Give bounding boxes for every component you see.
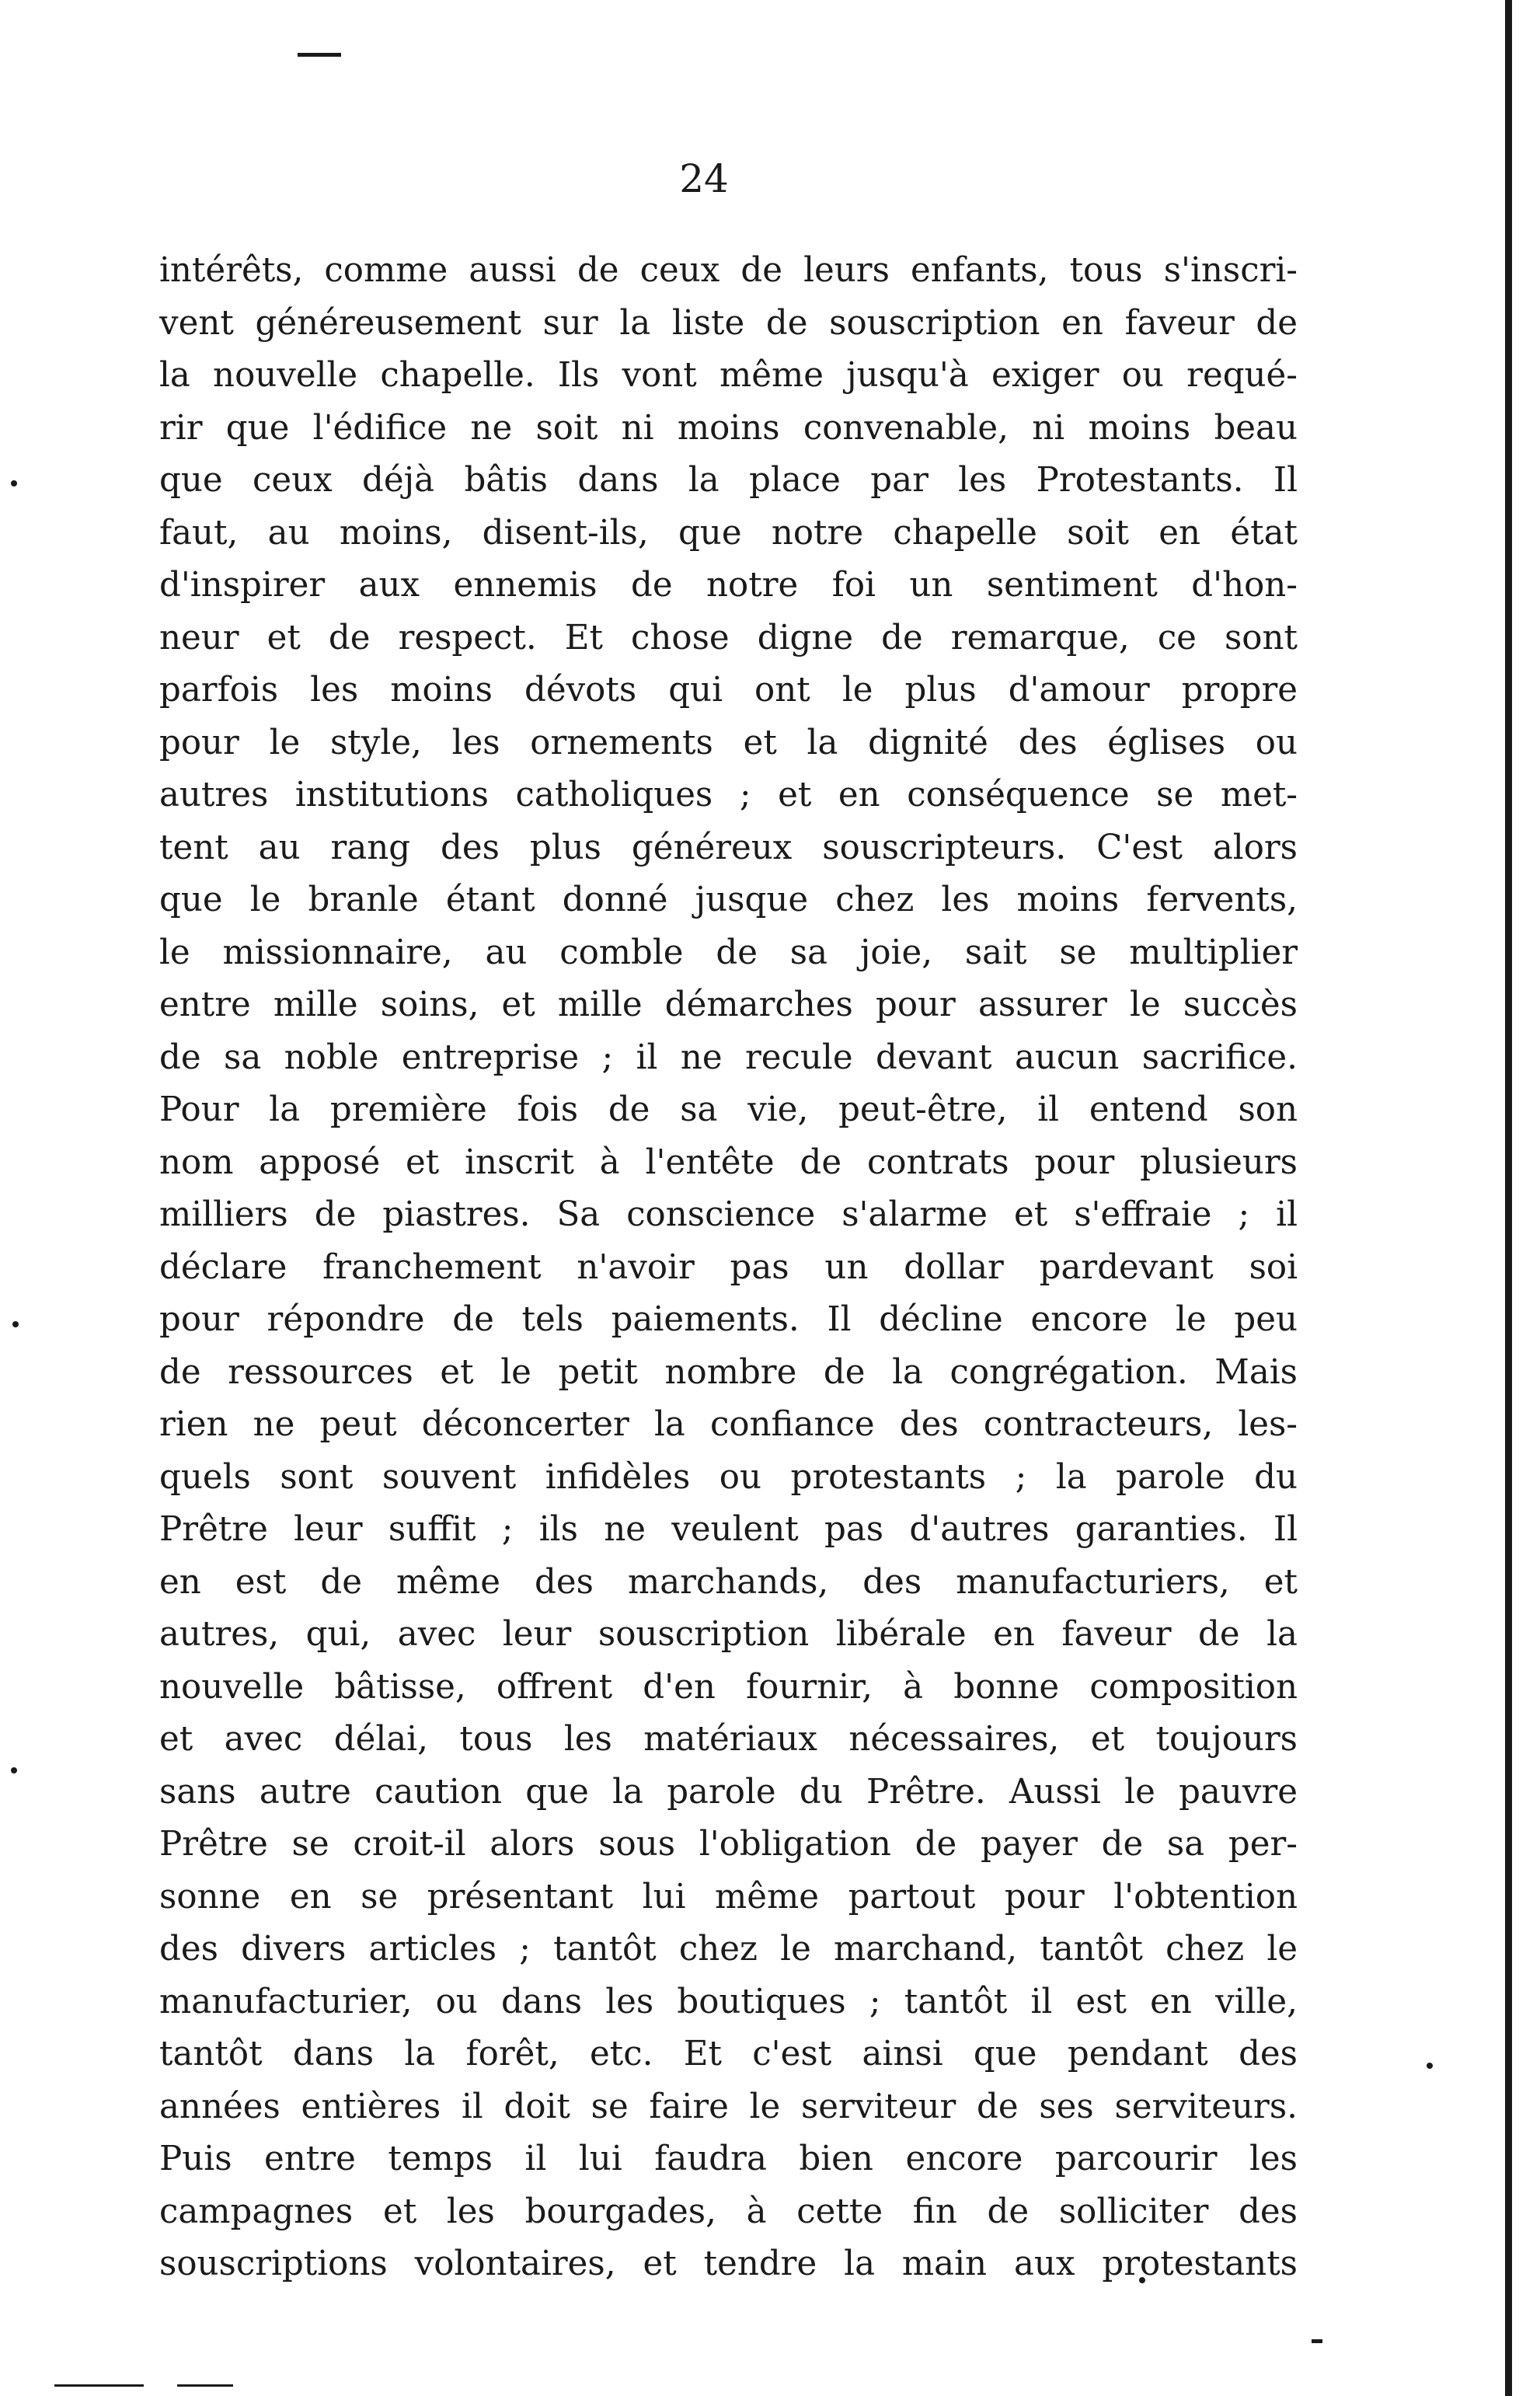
text-line: de sa noble entreprise ; il ne recule devant aucun sacrifice. xyxy=(159,1038,1298,1077)
text-line: neur et de respect. Et chose digne de remarque, ce sont xyxy=(159,618,1298,657)
text-line: tantôt dans la forêt, etc. Et c'est ainsi que pendant des xyxy=(159,2035,1298,2073)
scan-speck xyxy=(12,1321,19,1327)
scan-right-border xyxy=(1505,0,1512,2396)
bottom-left-rule xyxy=(54,2384,144,2387)
text-line: Pour la première fois de sa vie, peut-être, il entend son xyxy=(159,1090,1298,1129)
text-line: quels sont souvent infidèles ou protestants ; la parole du xyxy=(159,1457,1298,1497)
text-line: que le branle étant donné jusque chez les moins fervents, xyxy=(159,881,1298,919)
text-line: nom apposé et inscrit à l'entête de contrats pour plusieurs xyxy=(159,1142,1298,1182)
text-line: entre mille soins, et mille démarches pour assurer le succès xyxy=(159,985,1298,1024)
text-line: que ceux déjà bâtis dans la place par les Protestants. Il xyxy=(159,461,1298,500)
text-line: Prêtre leur suffit ; ils ne veulent pas d'autres garanties. Il xyxy=(159,1510,1298,1549)
text-line: la nouvelle chapelle. Ils vont même jusqu'à exiger ou requé- xyxy=(159,356,1298,395)
text-line: intérêts, comme aussi de ceux de leurs enfants, tous s'inscri- xyxy=(159,251,1298,290)
text-line: campagnes et les bourgades, à cette fin de solliciter des xyxy=(159,2192,1298,2231)
text-line: d'inspirer aux ennemis de notre foi un sentiment d'hon- xyxy=(159,566,1298,605)
text-line: autres institutions catholiques ; et en conséquence se met- xyxy=(159,776,1298,814)
text-line: pour le style, les ornements et la dignité des églises ou xyxy=(159,723,1298,762)
text-line: parfois les moins dévots qui ont le plus d'amour propre xyxy=(159,671,1298,710)
top-dash-mark xyxy=(298,53,341,57)
text-line: le missionnaire, au comble de sa joie, sait se multiplier xyxy=(159,933,1298,972)
text-line: Puis entre temps il lui faudra bien encore parcourir les xyxy=(159,2140,1298,2178)
text-line: faut, au moins, disent-ils, que notre chapelle soit en état xyxy=(159,513,1298,553)
text-line: années entières il doit se faire le serviteur de ses serviteurs. xyxy=(159,2087,1298,2126)
text-line: manufacturier, ou dans les boutiques ; tantôt il est en ville, xyxy=(159,1982,1298,2021)
text-line: rien ne peut déconcerter la confiance des contracteurs, les- xyxy=(159,1405,1298,1444)
text-line: des divers articles ; tantôt chez le marchand, tantôt chez le xyxy=(159,1930,1298,1969)
page-number: 24 xyxy=(679,156,729,201)
scan-speck xyxy=(11,1767,17,1773)
text-line: de ressources et le petit nombre de la congrégation. Mais xyxy=(159,1352,1298,1392)
text-line: sans autre caution que la parole du Prêtre. Aussi le pauvre xyxy=(159,1772,1298,1812)
text-line: sonne en se présentant lui même partout pour l'obtention xyxy=(159,1877,1298,1916)
body-text xyxy=(159,245,1298,2291)
text-line: en est de même des marchands, des manufacturiers, et xyxy=(159,1562,1298,1602)
text-line: Prêtre se croit-il alors sous l'obligation de payer de sa per- xyxy=(159,1825,1298,1864)
bottom-right-dash-mark xyxy=(1312,2339,1322,2343)
text-line: autres, qui, avec leur souscription libérale en faveur de la xyxy=(159,1615,1298,1654)
scan-speck xyxy=(11,480,17,487)
text-line: déclare franchement n'avoir pas un dollar pardevant soi xyxy=(159,1247,1298,1287)
text-line: nouvelle bâtisse, offrent d'en fournir, à bonne composition xyxy=(159,1667,1298,1707)
text-line: vent généreusement sur la liste de souscription en faveur de xyxy=(159,303,1298,343)
text-line: tent au rang des plus généreux souscripteurs. C'est alors xyxy=(159,828,1298,867)
text-line: pour répondre de tels paiements. Il décline encore le peu xyxy=(159,1300,1298,1339)
text-line: souscriptions volontaires, et tendre la main aux protestants xyxy=(159,2244,1298,2283)
text-line: rir que l'édifice ne soit ni moins convenable, ni moins beau xyxy=(159,408,1298,448)
text-line: milliers de piastres. Sa conscience s'alarme et s'effraie ; il xyxy=(159,1195,1298,1234)
scan-speck xyxy=(1427,2063,1433,2069)
text-line: et avec délai, tous les matériaux nécessaires, et toujours xyxy=(159,1720,1298,1759)
bottom-left-rule-segment xyxy=(177,2384,233,2387)
